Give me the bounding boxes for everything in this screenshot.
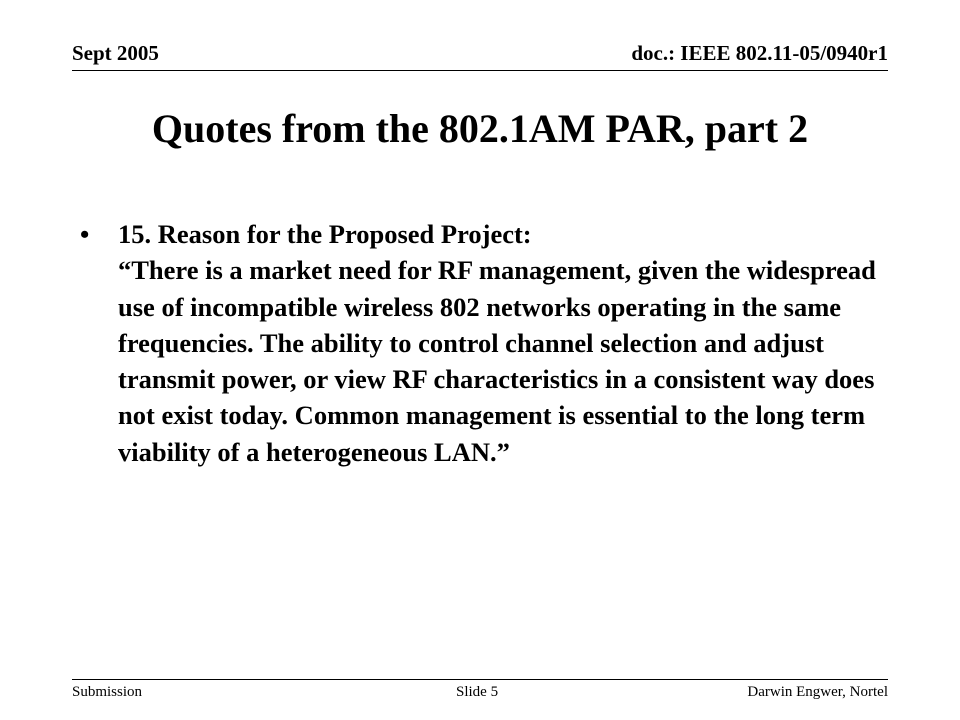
bullet-icon: •	[80, 219, 90, 249]
header-doc-id: doc.: IEEE 802.11-05/0940r1	[631, 41, 888, 65]
header-date: Sept 2005	[72, 41, 159, 65]
footer-submission: Submission	[72, 684, 143, 700]
bullet-quote: “There is a market need for RF management, given the widespread use of incompatible wireless 802 networks operating in the same frequencies. The ability to control channel selection and adjust transmit power, or view RF characteristics in a consistent way does not exist today. Common management is essential to the long term viability of a heterogeneous LAN.”	[118, 255, 876, 467]
slide-title: Quotes from the 802.1AM PAR, part 2	[151, 106, 809, 151]
slide-footer: Submission Slide 5 Darwin Engwer, Nortel	[72, 679, 888, 704]
footer-author: Darwin Engwer, Nortel	[747, 684, 888, 700]
bullet-list	[80, 216, 880, 470]
list-item	[80, 216, 880, 470]
slide-header	[72, 40, 888, 71]
bullet-heading: 15. Reason for the Proposed Project:	[118, 219, 532, 249]
